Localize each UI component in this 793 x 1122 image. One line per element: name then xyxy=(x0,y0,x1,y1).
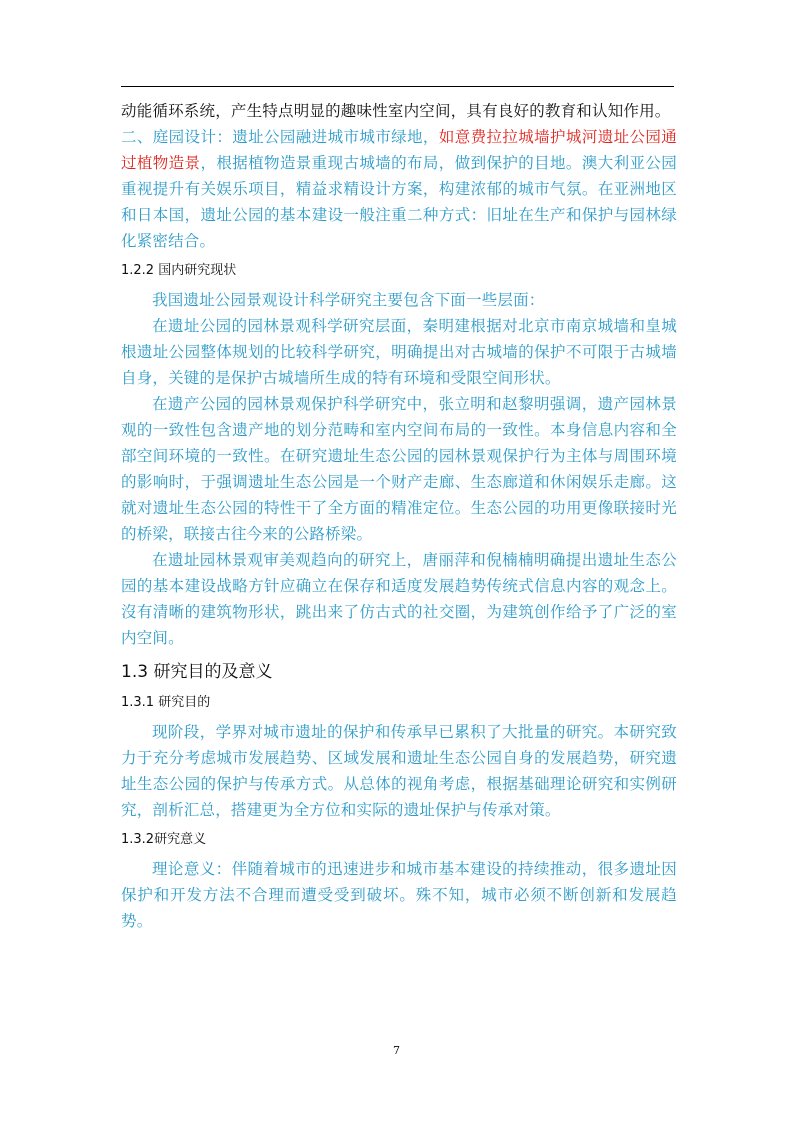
section-heading-1-3: 1.3 研究目的及意义 xyxy=(121,662,273,682)
paragraph: 动能循环系统，产生特点明显的趣味性室内空间，具有良好的教育和认知作用。 xyxy=(121,102,671,120)
paragraph: 现阶段，学界对城市遗址的保护和传承早已累积了大批量的研究。本研究致力于充分考虑城市发展趋势、区域发展和遗址生态公园自身的发展趋势，研究遗址生态公园的保护与传承方式。从总体的视角考虑，根据基础理论研究和实例研究，剖析汇总，搭建更为全方位和实际的遗址保护与传承对策。 xyxy=(121,723,677,819)
paragraph: 理论意义：伴随着城市的迅速进步和城市基本建设的持续推动，很多遗址因保护和开发方法不合理而遭受受到破坏。殊不知，城市必须不断创新和发展趋势。 xyxy=(121,860,677,930)
page-number: 7 xyxy=(393,1044,400,1057)
text-run: 二、庭园设计：遗址公园融进城市城市绿地， xyxy=(121,128,439,146)
paragraph: 在遗产公园的园林景观保护科学研究中，张立明和赵黎明强调，遗产园林景观的一致性包含遗产地的划分范畴和室内空间布局的一致性。本身信息内容和全部空间环境的一致性。在研究遗址生态公园的园林景观保护行为主体与周围环境的影响时，于强调遗址生态公园是一个财产走廊、生态廊道和休闲娱乐走廊。这就对遗址生态公园的特性干了全方面的精准定位。生态公园的功用更像联接时光的桥梁，联接古往今来的公路桥梁。 xyxy=(121,395,677,543)
paragraph: 在遗址园林景观审美观趋向的研究上，唐丽萍和倪楠楠明确提出遗址生态公园的基本建设战略方针应确立在保存和适度发展趋势传统式信息内容的观念上。沒有清晰的建筑物形状，跳出来了仿古式的社交圈，为建筑创作给予了广泛的室内空间。 xyxy=(121,551,677,647)
section-heading-1-3-1: 1.3.1 研究目的 xyxy=(121,695,211,710)
paragraph: 我国遗址公园景观设计科学研究主要包含下面一些层面： xyxy=(152,291,545,309)
highlighted-text: 如意费拉拉城墙护城河遗址公园通过植物造景 xyxy=(121,128,677,172)
section-heading-1-3-2: 1.3.2研究意义 xyxy=(121,832,207,847)
text-run: ，根据植物造景重现古城墙的布局，做到保护的目地。澳大利亚公园重视提升有关娱乐项目，精益求精设计方案，构建浓郁的城市气氛。在亚洲地区和日本国，遗址公园的基本建设一般注重二种方式：旧址在生产和保护与园林绿化紧密结合。 xyxy=(121,154,677,250)
header-rule xyxy=(121,86,674,87)
section-heading-1-2-2: 1.2.2 国内研究现状 xyxy=(121,263,237,278)
paragraph-garden-design xyxy=(121,124,677,254)
paragraph: 在遗址公园的园林景观科学研究层面，秦明建根据对北京市南京城墙和皇城根遗址公园整体规划的比较科学研究，明确提出对古城墙的保护不可限于古城墙自身，关键的是保护古城墙所生成的特有环境和受限空间形状。 xyxy=(121,317,677,387)
page-body xyxy=(121,98,677,934)
